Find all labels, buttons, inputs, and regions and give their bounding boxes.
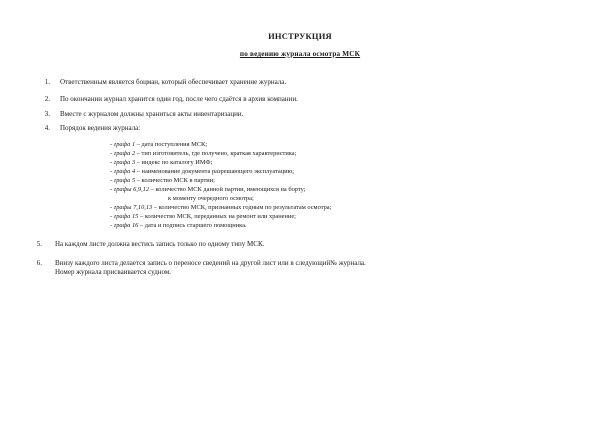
item-number: 1. bbox=[44, 78, 50, 86]
column-label: графа 1 bbox=[113, 141, 136, 148]
column-item: - графы 6,9,12 – количество МСК данной партии, имеющихся на борту; bbox=[110, 186, 306, 193]
column-text: – количество МСК, признанных годным по результатам осмотра; bbox=[152, 204, 332, 211]
document-subtitle: по ведению журнала осмотра МСК bbox=[239, 50, 361, 58]
column-item: - графы 7,10,13 – количество МСК, признанных годным по результатам осмотра; bbox=[110, 204, 332, 211]
document-title: ИНСТРУКЦИЯ bbox=[268, 31, 332, 41]
item-text: Вместе с журналом должны храниться акты инвентаризации. bbox=[60, 110, 244, 118]
column-text: – количество МСК в партии; bbox=[135, 177, 215, 184]
column-item: - графа 4 – наименование документа разрешающего эксплуатацию; bbox=[110, 168, 295, 175]
column-label: графы 7,10,13 bbox=[113, 204, 153, 211]
column-label: графа 4 bbox=[113, 168, 136, 175]
item-text: Внизу каждого листа делается запись о переносе сведений на другой лист или в следующий№ журнала. bbox=[55, 259, 366, 267]
column-item: - графа 15 – количество МСК, переданных на ремонт или хранение; bbox=[110, 213, 296, 220]
column-text: – дата и подпись старшего помощника. bbox=[138, 222, 247, 229]
column-text: – дата поступления МСК; bbox=[135, 141, 208, 148]
column-text: – тип изготовитель, где получено, краткая характеристика; bbox=[135, 150, 297, 157]
column-label: графа 16 bbox=[113, 222, 139, 229]
column-label: графы 6,9,12 bbox=[113, 186, 150, 193]
item-continuation: Номер журнала присваивается судном. bbox=[55, 268, 172, 276]
column-label: графа 5 bbox=[113, 177, 136, 184]
item-text: На каждом листе должна вестись запись только по одному типу МСК. bbox=[55, 240, 265, 248]
column-continuation: к моменту очередного осмотра; bbox=[168, 195, 254, 202]
item-number: 2. bbox=[44, 95, 50, 103]
column-text: – наименование документа разрешающего эксплуатацию; bbox=[135, 168, 295, 175]
column-item: - графа 3 – индекс по каталогу ИМФ; bbox=[110, 159, 213, 166]
column-item: - графа 16 – дата и подпись старшего помощника. bbox=[110, 222, 247, 229]
item-number: 5. bbox=[36, 240, 42, 248]
column-item: - графа 1 – дата поступления МСК; bbox=[110, 141, 208, 148]
column-label: графа 2 bbox=[113, 150, 136, 157]
item-number: 3. bbox=[44, 110, 50, 118]
column-text: – количество МСК, переданных на ремонт или хранение; bbox=[138, 213, 296, 220]
item-text: Порядок ведения журнала: bbox=[60, 124, 141, 132]
item-number: 4. bbox=[44, 124, 50, 132]
item-text: По окончании журнал хранится один год, после чего сдаётся в архив компании. bbox=[60, 95, 298, 103]
column-text: – индекс по каталогу ИМФ; bbox=[135, 159, 213, 166]
item-text: Ответственным является боцман, который обеспечивает хранение журнала. bbox=[60, 78, 287, 86]
column-text: – количество МСК данной партии, имеющихся на борту; bbox=[149, 186, 306, 193]
column-item: - графа 5 – количество МСК в партии; bbox=[110, 177, 215, 184]
item-number: 6. bbox=[36, 259, 42, 267]
column-item: - графа 2 – тип изготовитель, где получено, краткая характеристика; bbox=[110, 150, 297, 157]
column-label: графа 3 bbox=[113, 159, 136, 166]
column-label: графа 15 bbox=[113, 213, 139, 220]
